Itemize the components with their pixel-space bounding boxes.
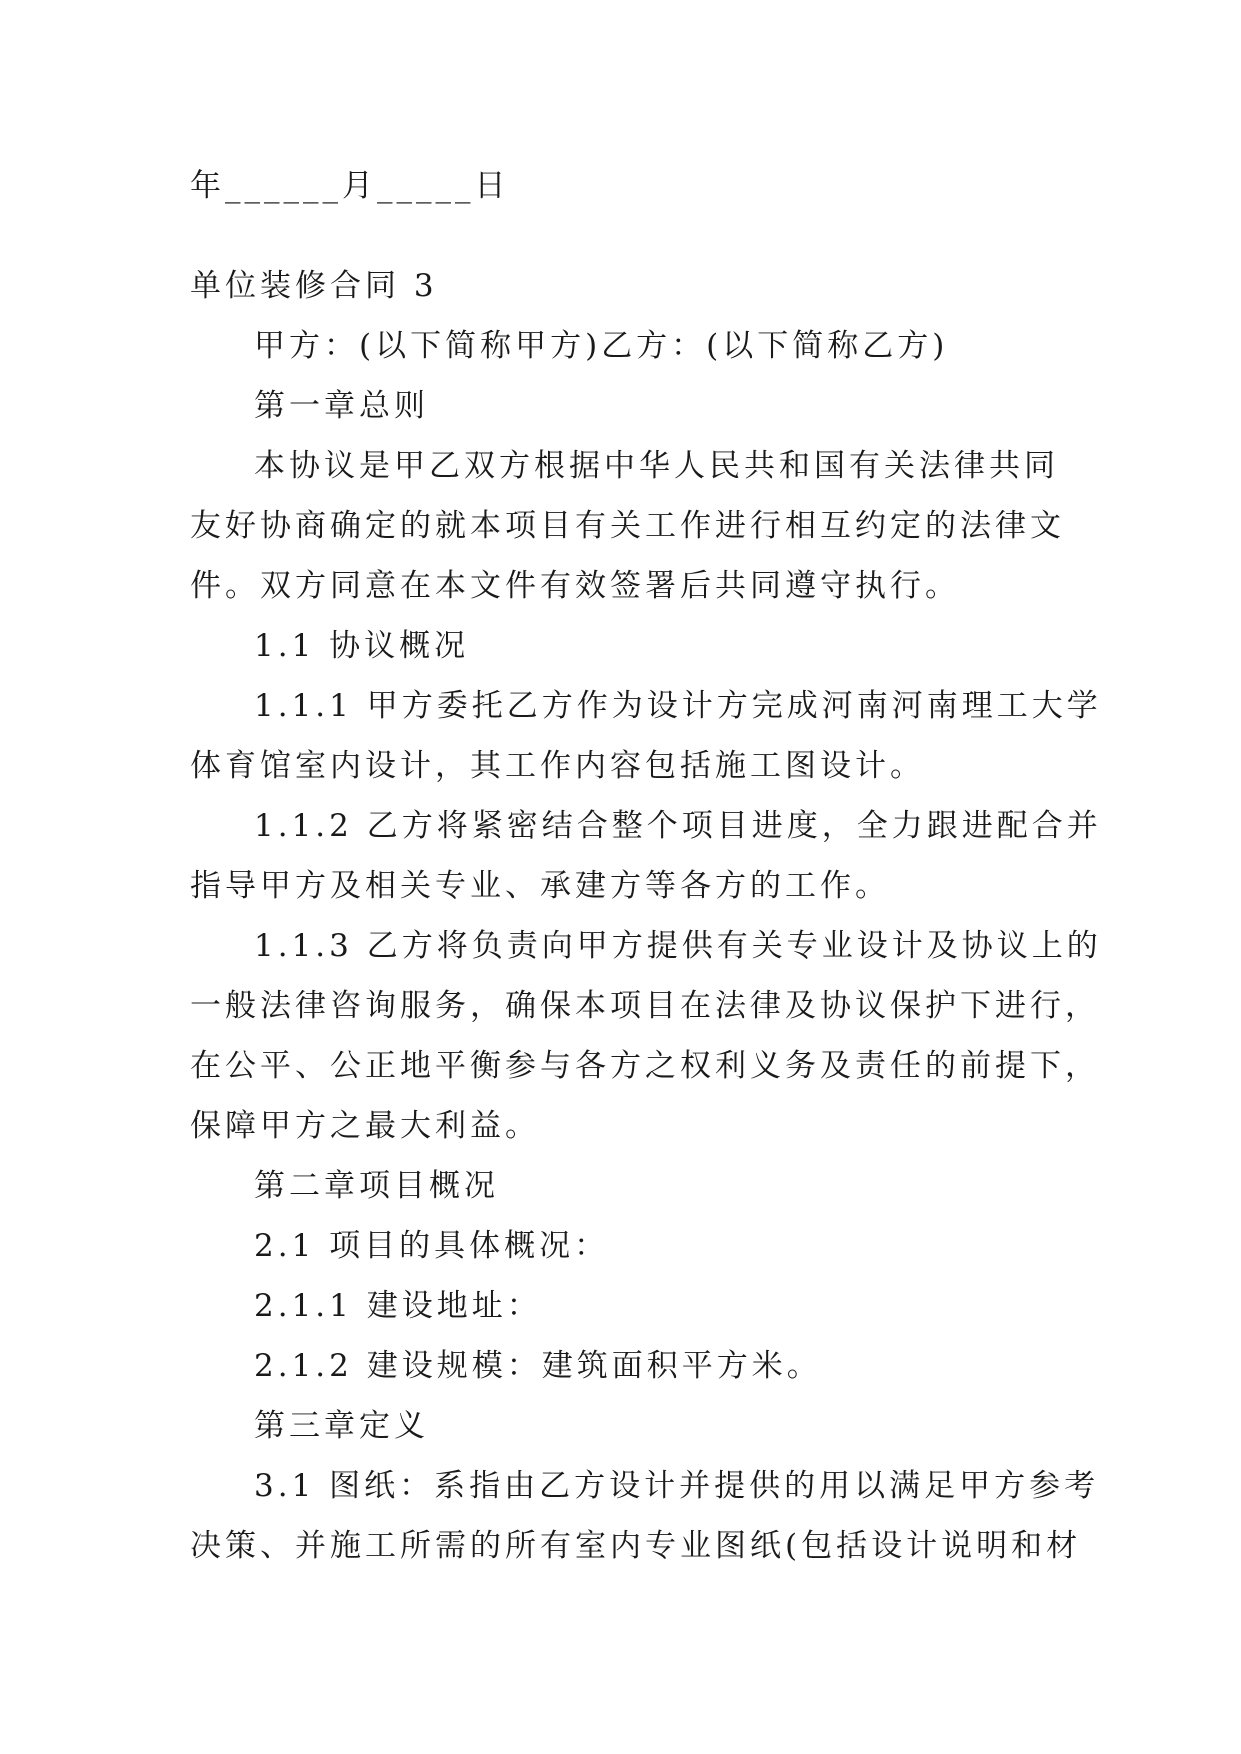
chapter-heading: 第二章项目概况 [254, 1168, 499, 1204]
contract-title: 单位装修合同 3 [190, 268, 438, 304]
paragraph-line: 1.1.1 甲方委托乙方作为设计方完成河南河南理工大学 [254, 688, 1102, 724]
paragraph-line: 2.1.1 建设地址： [254, 1288, 542, 1324]
paragraph-line: 决策、并施工所需的所有室内专业图纸(包括设计说明和材 [190, 1528, 1082, 1564]
chapter-heading: 第三章定义 [254, 1408, 429, 1444]
parties-line: 甲方：(以下简称甲方)乙方：(以下简称乙方) [254, 328, 949, 364]
paragraph-line: 本协议是甲乙双方根据中华人民共和国有关法律共同 [254, 448, 1059, 484]
paragraph-line: 1.1.2 乙方将紧密结合整个项目进度，全力跟进配合并 [254, 808, 1102, 844]
paragraph-line: 体育馆室内设计，其工作内容包括施工图设计。 [190, 748, 925, 784]
paragraph-line: 一般法律咨询服务，确保本项目在法律及协议保护下进行， [190, 988, 1100, 1024]
chapter-heading: 第一章总则 [254, 388, 429, 424]
paragraph-line: 在公平、公正地平衡参与各方之权利义务及责任的前提下， [190, 1048, 1100, 1084]
contract-body [190, 256, 1102, 1576]
section-heading: 2.1 项目的具体概况： [254, 1228, 610, 1264]
section-heading: 1.1 协议概况 [254, 628, 470, 664]
paragraph-line: 2.1.2 建设规模：建筑面积平方米。 [254, 1348, 822, 1384]
paragraph-line: 3.1 图纸：系指由乙方设计并提供的用以满足甲方参考 [254, 1468, 1100, 1504]
paragraph-line: 件。双方同意在本文件有效签署后共同遵守执行。 [190, 568, 960, 604]
paragraph-line: 指导甲方及相关专业、承建方等各方的工作。 [190, 868, 890, 904]
paragraph-line: 1.1.3 乙方将负责向甲方提供有关专业设计及协议上的 [254, 928, 1102, 964]
date-line: 年______月_____日 [190, 168, 510, 204]
paragraph-line: 友好协商确定的就本项目有关工作进行相互约定的法律文 [190, 508, 1065, 544]
paragraph-line: 保障甲方之最大利益。 [190, 1108, 540, 1144]
